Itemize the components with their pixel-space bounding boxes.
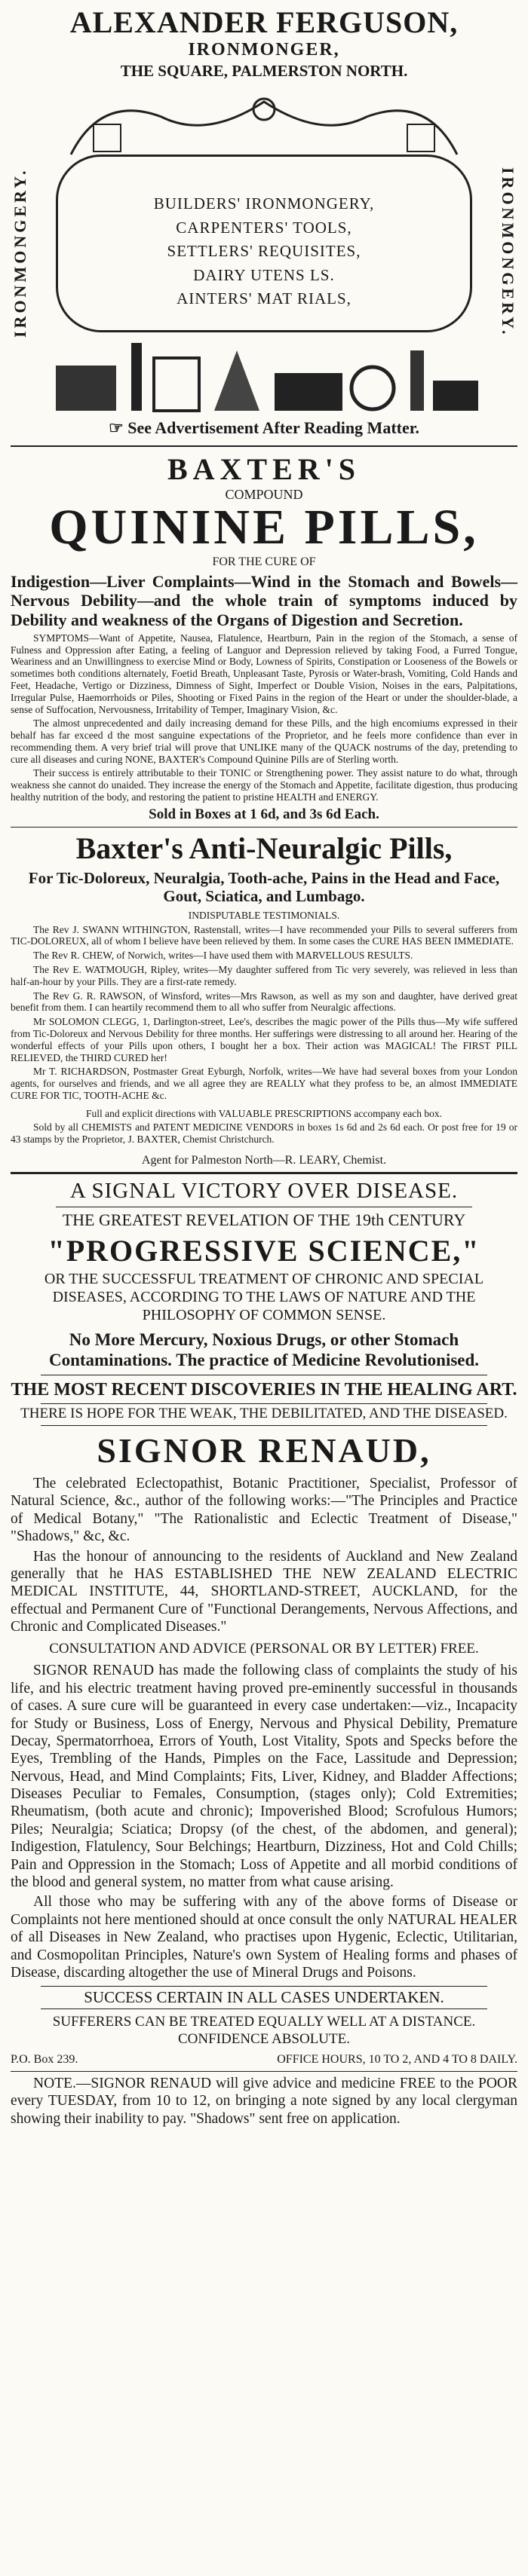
testimonial: Mr SOLOMON CLEGG, 1, Darlington-street, Lee's, describes the magic power of the Pills thus—My wife suffered from Tic-Doloreux and Nervous Debility for three months. Her sufferings were distressing to all around her. Hearing of the wonderful effects of your Pills upon others, I bought her a box. Their action was MAGICAL! The FIRST PILL RELIEVED, the THIRD CURED her!	[11, 1016, 517, 1063]
no-mercury-heading: No More Mercury, Noxious Drugs, or other Stomach Contaminations. The practice of Medicine Revolutionised.	[48, 1330, 480, 1369]
signor-renaud-title: SIGNOR RENAUD,	[97, 1431, 431, 1470]
ferguson-illustration	[11, 87, 517, 441]
contact-row	[11, 2053, 517, 2067]
free-advice-note: NOTE.—SIGNOR RENAUD will give advice and medicine FREE to the POOR every TUESDAY, from 10 to 12, on bringing a note signed by any local clergyman showing their inability to pay. "Shadows" sent free on application.	[11, 2075, 517, 2127]
ferguson-address: THE SQUARE, PALMERSTON NORTH.	[120, 62, 408, 80]
baxter-name: BAXTER'S	[167, 452, 361, 486]
testimonial: The Rev R. CHEW, of Norwich, writes—I have used them with MARVELLOUS RESULTS.	[33, 950, 413, 962]
divider	[41, 1403, 487, 1404]
renaud-advert	[0, 1179, 528, 2128]
ferguson-name: ALEXANDER FERGUSON,	[69, 5, 459, 39]
divider	[11, 445, 517, 447]
quinine-price: Sold in Boxes at 1 6d, and 3s 6d Each.	[149, 806, 379, 822]
side-label-right: IRONMONGERY.	[499, 167, 517, 338]
testimonial: The Rev E. WATMOUGH, Ripley, writes—My daughter suffered from Tic very severely, was relieved in less than half-an-hour by your Pills. They are a first-rate remedy.	[11, 964, 517, 987]
divider	[41, 2008, 487, 2009]
ornamental-scroll-icon	[56, 87, 472, 162]
divider	[41, 1986, 487, 1987]
testimonial: The Rev G. R. RAWSON, of Winsford, writes—Mrs Rawson, as well as my son and daughter, have derived great benefit from them. I can heartily recommend them to all who suffer from Neuralgic affections.	[11, 990, 517, 1014]
baxter-compound: COMPOUND	[225, 487, 303, 502]
agent-note: Agent for Palmeston North—R. LEARY, Chemist.	[141, 1153, 387, 1167]
symptoms-paragraph: SYMPTOMS—Want of Appetite, Nausea, Flatulence, Heartburn, Pain in the region of the Stomach, a sense of Fulness and Oppression after Eating, a feeling of Languor and Depression relieved by taking Food, a Furred Tongue, Weariness and an Unwillingness to exercise Mind or Body, Lowness of Spirits, Constipation or Looseness of the Bowels or sometimes both conditions alternately, Foetid Breath, Unpleasant Taste, Pyrosis or Water-brash, Vomiting, Cold Hands and Feet, Headache, Vertigo or Dizziness, Dimness of Sight, Imperfect or Double Vision, Noises in the ears, Palpitations, Irregular Pulse, Haemorrhoids or Piles, Shooting or Fixed Pains in the region of the Heart or under the shoulder-blade, a sense of Suffocation, Nervousness, Irritability of Temper, Imaginary Vision, &c.	[11, 632, 517, 715]
treatment-subtitle: OR THE SUCCESSFUL TREATMENT OF CHRONIC AND SPECIAL DISEASES, ACCORDING TO THE LAWS OF NATURE AND THE PHILOSOPHY OF COMMON SENSE.	[44, 1271, 484, 1324]
ferguson-advert	[0, 5, 528, 441]
divider	[11, 827, 517, 828]
quinine-indications: Indigestion—Liver Complaints—Wind in the Stomach and Bowels—Nervous Debility—and the whole train of symptoms induced by Debility and weakness of the Organs of Digestion and Secretion.	[11, 572, 517, 629]
most-recent-discoveries: THE MOST RECENT DISCOVERIES IN THE HEALING ART.	[11, 1380, 517, 1400]
divider	[11, 1172, 517, 1174]
see-advertisement-notice: ☞ See Advertisement After Reading Matter.	[109, 418, 419, 437]
testimonial: The Rev J. SWANN WITHINGTON, Rastenstall, writes—I have recommended your Pills to several sufferers from TIC-DOLOREUX, all of whom I believe have been relieved by them. In some cases the CURE HAS BEEN IMMEDIATE.	[11, 923, 517, 947]
goods-item: CARPENTERS' TOOLS,	[176, 218, 352, 237]
ferguson-trade: IRONMONGER,	[188, 40, 340, 60]
tools-engraving-icon	[41, 335, 487, 418]
success-paragraph: Their success is entirely attributable to their TONIC or Strengthening power. They assist nature to do what, through weakness she cannot do unaided. They increase the energy of the Stomach and Appetite, facilitate digestion, thus producing healthy nutrition of the body, and restoring the patient to pristine HEALTH and ENERGY.	[11, 767, 517, 803]
complaints-paragraph: SIGNOR RENAUD has made the following class of complaints the study of his life, and his electric treatment having proved pre-eminently successful in thousands of cases. A sure cure will be guaranteed in every case undertaken:—viz., Incapacity for Study or Business, Loss of Energy, Nervous and Physical Debility, Premature Decay, Spermatorrhoea, Errors of Youth, Lost Vitality, Spots and Specks before the Eyes, Trembling of the Hands, Pimples on the Face, Lassitude and Depression; Nervous, Head, and Mind Complaints; Fits, Liver, Kidney, and Bladder Affections; Diseases Peculiar to Females, Consumption, (stages only); Cold Extremities; Rheumatism, (both acute and chronic); Impoverished Blood; Scrofulous Humors; Piles; Neuralgia; Sciatica; Dropsy (of the chest, of the abdomen, and general); Indigestion, Flatulency, Sour Belchings; Heartburn, Dizziness, Hot and Cold Chills; Pain and Oppression in the Stomach; Loss of Appetite and all morbid conditions of the blood and general system, no matter from what cause arising.	[11, 1663, 517, 1891]
testimonial: Mr T. RICHARDSON, Postmaster Great Eyburgh, Norfolk, writes—We have had several boxes from your London agents, for ourselves and friends, and we all agree they are REALLY what they profess to be, an almost IMMEDIATE CURE FOR TIC, TOOTH-ACHE &c.	[11, 1066, 517, 1101]
success-certain: SUCCESS CERTAIN IN ALL CASES UNDERTAKEN.	[84, 1988, 444, 2007]
see-notice-text: See Advertisement After Reading Matter.	[127, 418, 419, 437]
demand-paragraph: The almost unprecedented and daily increasing demand for these Pills, and the high encomiums expressed in their behalf has far exceed d the most sanguine expectations of the Proprietor, and he feels more confidence than ever in recommending them. A very brief trial will prove that UNLIKE many of the QUACK nostrums of the day, pretending to cure all diseases and curing NONE, BAXTER's Compound Quinine Pills are of Sterling worth.	[11, 717, 517, 765]
quinine-pills-title: QUININE PILLS,	[49, 500, 479, 555]
consultation-free: CONSULTATION AND ADVICE (PERSONAL OR BY LETTER) FREE.	[49, 1640, 479, 1657]
goods-list	[101, 192, 427, 311]
divider	[41, 1425, 487, 1426]
divider	[11, 2071, 517, 2072]
greatest-revelation: THE GREATEST REVELATION OF THE 19th CENTURY	[62, 1210, 466, 1230]
goods-item: AINTERS' MAT RIALS,	[177, 289, 351, 307]
progressive-science-title: "PROGRESSIVE SCIENCE,"	[48, 1234, 480, 1268]
directions-note: Full and explicit directions with VALUABLE PRESCRIPTIONS accompany each box.	[86, 1107, 442, 1119]
office-hours: OFFICE HOURS, 10 TO 2, AND 4 TO 8 DAILY.	[277, 2052, 517, 2066]
goods-item: BUILDERS' IRONMONGERY,	[153, 194, 375, 213]
hope-line: THERE IS HOPE FOR THE WEAK, THE DEBILITATED, AND THE DISEASED.	[20, 1406, 508, 1422]
renaud-announcement: Has the honour of announcing to the residents of Auckland and New Zealand generally that he HAS ESTABLISHED THE NEW ZEALAND ELECTRIC MEDICAL INSTITUTE, 44, SHORTLAND-STREET, AUCKLAND, for the effectual and Permanent Cure of "Functional Derangements, Nervous Affections, and Chronic and Complicated Diseases."	[11, 1548, 517, 1635]
anti-neuralgic-for: For Tic-Doloreux, Neuralgia, Tooth-ache, Pains in the Head and Face, Gout, Sciatica, and Lumbago.	[28, 868, 500, 905]
sold-by-note: Sold by all CHEMISTS and PATENT MEDICINE VENDORS in boxes 1s 6d and 2s 6d each. Or post free for 19 or 43 stamps by the Proprietor, J. BAXTER, Chemist Christchurch.	[11, 1121, 517, 1146]
for-the-cure-of: FOR THE CURE OF	[212, 555, 316, 568]
goods-item: DAIRY UTENS LS.	[193, 265, 335, 284]
testimonials-heading: INDISPUTABLE TESTIMONIALS.	[188, 909, 340, 921]
baxter-advert	[0, 451, 528, 1167]
po-box: P.O. Box 239.	[11, 2052, 78, 2066]
signal-victory-heading: A SIGNAL VICTORY OVER DISEASE.	[69, 1179, 459, 1204]
treated-at-distance: SUFFERERS CAN BE TREATED EQUALLY WELL AT A DISTANCE. CONFIDENCE ABSOLUTE.	[52, 2014, 476, 2048]
renaud-intro: The celebrated Eclectopathist, Botanic Practitioner, Specialist, Professor of Natural Science, &c., author of the following works:—"The Principles and Practice of Medical Botany," "The Rationalistic and Eclectic Treatment of Disease," "Shadows," &c, &c.	[11, 1476, 517, 1545]
goods-item: SETTLERS' REQUISITES,	[167, 242, 361, 260]
side-label-left: IRONMONGERY.	[11, 167, 29, 338]
anti-neuralgic-title: Baxter's Anti-Neuralgic Pills,	[75, 831, 453, 865]
natural-healer-paragraph: All those who may be suffering with any of the above forms of Disease or Complaints not here mentioned should at once consult the only NATURAL HEALER of all Diseases in New Zealand, who practises upon Hygenic, Eclectic, Utilitarian, and Cosmopolitan Principles, Nature's own System of Healing forms and phases of Disease, discarding altogether the use of Mineral Drugs and Poisons.	[11, 1894, 517, 1981]
